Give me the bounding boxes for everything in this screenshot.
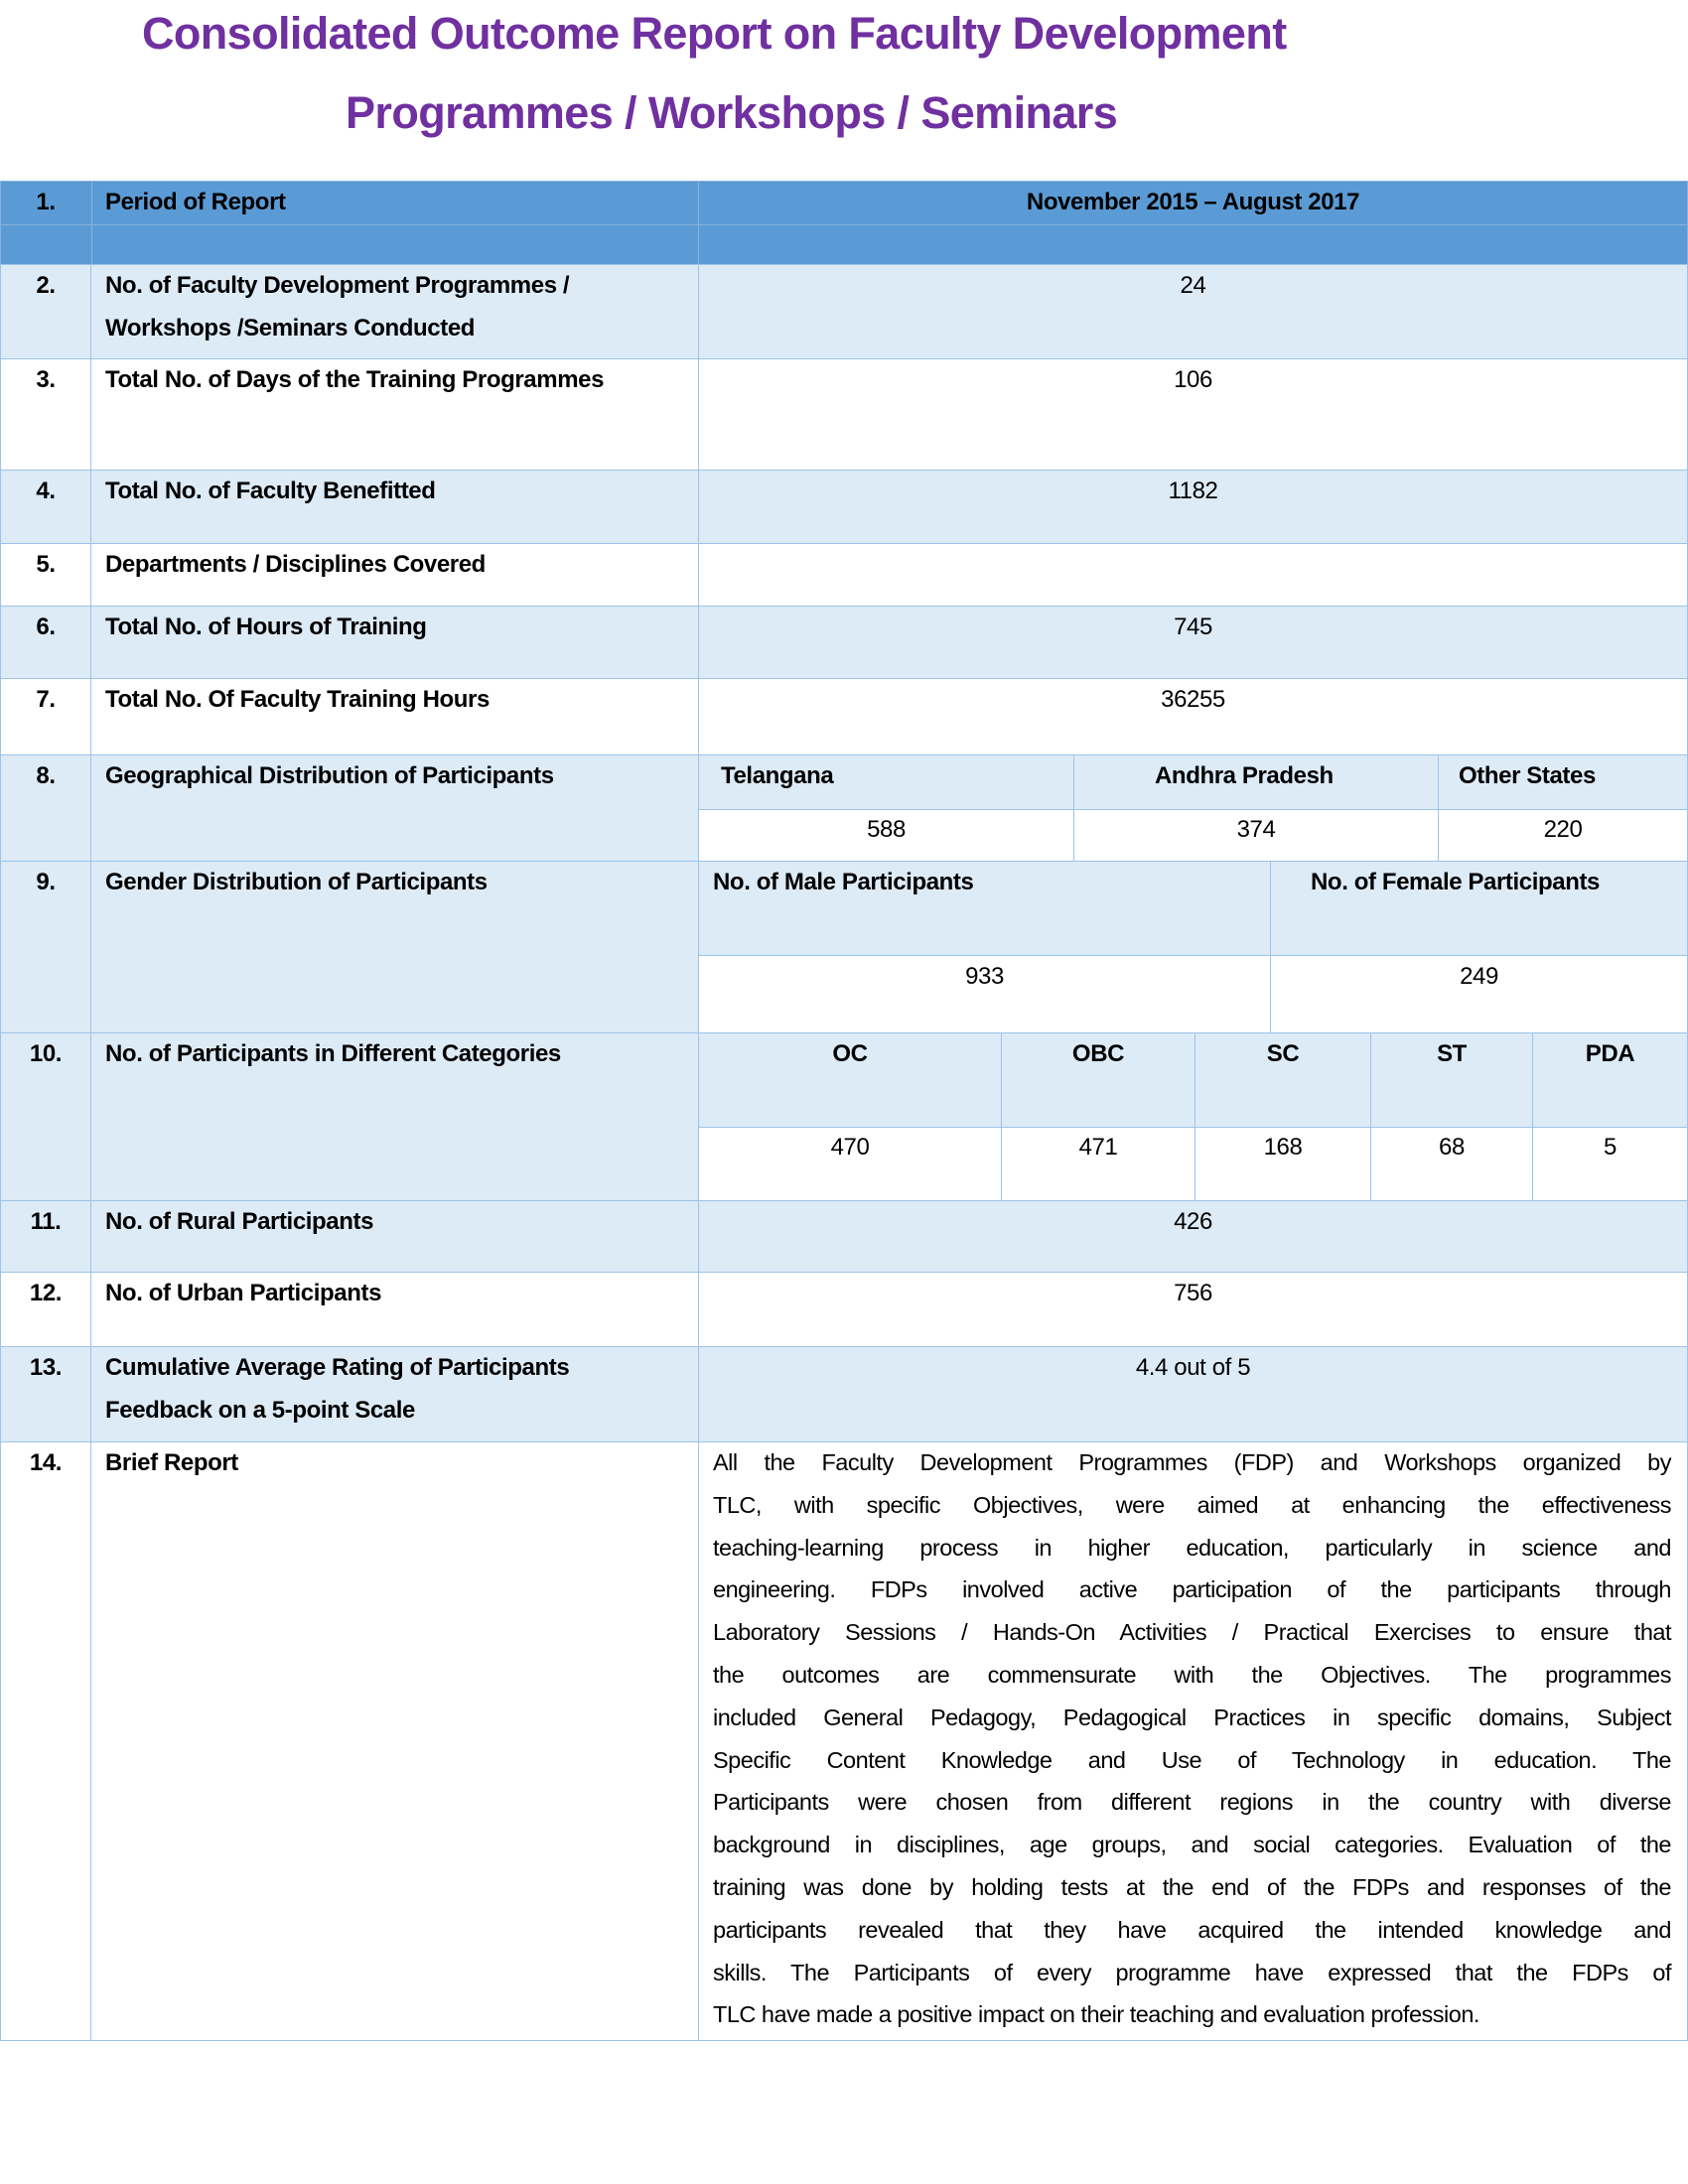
row-number: 6. [36, 614, 56, 640]
row-label-categories: No. of Participants in Different Categories [105, 1040, 561, 1067]
fdp-count-value: 24 [1180, 272, 1206, 299]
days-value: 106 [1174, 366, 1212, 393]
row-label-departments: Departments / Disciplines Covered [105, 551, 486, 578]
cat-col-obc: OBC [1071, 1040, 1125, 1067]
row-number: 3. [36, 366, 56, 393]
gender-col-male: No. of Male Participants [713, 869, 974, 895]
period-value: November 2015 – August 2017 [1026, 189, 1360, 215]
hours-value: 745 [1174, 614, 1212, 640]
row-label-rating: Cumulative Average Rating of Participants [105, 1354, 570, 1381]
row-number: 1. [36, 189, 56, 215]
value-cell [698, 543, 1688, 607]
row-label-rating-line2: Feedback on a 5-point Scale [105, 1397, 415, 1424]
row-label-gender: Gender Distribution of Participants [105, 869, 488, 895]
row-number: 10. [29, 1040, 63, 1067]
rural-value: 426 [1174, 1208, 1212, 1235]
row-label-days: Total No. of Days of the Training Programmes [105, 366, 605, 393]
title-line-1: Consolidated Outcome Report on Faculty Development [142, 8, 1287, 59]
row-label-fdp-count: No. of Faculty Development Programmes / [105, 272, 570, 299]
report-line: background in disciplines, age groups, and social categories. Evaluation of the [713, 1832, 1671, 1858]
report-line: included General Pedagogy, Pedagogical Practices in specific domains, Subject [713, 1704, 1671, 1730]
report-line: teaching-learning process in higher education, particularly in science and [713, 1534, 1671, 1561]
report-line: training was done by holding tests at the end of the FDPs and responses of the [713, 1873, 1671, 1900]
report-line: engineering. FDPs involved active participation of the participants through [713, 1576, 1671, 1603]
urban-value: 756 [1174, 1280, 1212, 1306]
row-number: 13. [29, 1354, 63, 1381]
row-number: 5. [36, 551, 56, 578]
brief-report-text [713, 1441, 1671, 2036]
row-number: 11. [30, 1208, 62, 1235]
row-label-hours: Total No. of Hours of Training [105, 614, 427, 640]
row-number: 12. [29, 1280, 63, 1306]
geo-value-telangana: 588 [867, 816, 906, 843]
geo-col-andhra: Andhra Pradesh [1155, 762, 1334, 789]
cat-col-st: ST [1437, 1040, 1467, 1067]
row-number: 14. [29, 1449, 63, 1476]
report-line: the outcomes are commensurate with the Objectives. The programmes [713, 1661, 1671, 1688]
geo-col-telangana: Telangana [721, 762, 834, 789]
label-cell [90, 1441, 699, 2041]
cat-value-pda: 5 [1604, 1134, 1617, 1160]
report-line: skills. The Participants of every programme have expressed that the FDPs of [713, 1959, 1671, 1985]
row-number: 8. [36, 762, 56, 789]
report-line: Participants were chosen from different regions in the country with diverse [713, 1789, 1671, 1816]
row-label-rural: No. of Rural Participants [105, 1208, 374, 1235]
cat-value-sc: 168 [1263, 1134, 1303, 1160]
geo-col-other: Other States [1459, 762, 1596, 789]
gender-col-female: No. of Female Participants [1311, 869, 1601, 895]
geo-value-other: 220 [1543, 816, 1583, 843]
gender-value-female: 249 [1460, 963, 1498, 990]
cat-value-obc: 471 [1078, 1134, 1118, 1160]
row-number: 4. [36, 478, 56, 504]
report-line: participants revealed that they have acquired the intended knowledge and [713, 1916, 1671, 1943]
row-label-faculty-benefitted: Total No. of Faculty Benefitted [105, 478, 436, 504]
row-label-faculty-hours: Total No. Of Faculty Training Hours [105, 686, 490, 713]
header-band-divider [0, 224, 1688, 225]
cat-col-oc: OC [832, 1040, 868, 1067]
rating-value: 4.4 out of 5 [1135, 1354, 1251, 1381]
faculty-benefitted-value: 1182 [1168, 478, 1218, 504]
gender-value-male: 933 [965, 963, 1004, 990]
row-label-fdp-count-line2: Workshops /Seminars Conducted [105, 315, 476, 341]
report-line: All the Faculty Development Programmes (FDP) and Workshops organized by [713, 1449, 1671, 1475]
row-label-urban: No. of Urban Participants [105, 1280, 382, 1306]
row-number: 7. [36, 686, 56, 713]
cat-col-pda: PDA [1585, 1040, 1635, 1067]
row-number: 9. [36, 869, 56, 895]
geo-value-andhra: 374 [1236, 816, 1276, 843]
header-divider [91, 181, 92, 265]
row-label-geo: Geographical Distribution of Participants [105, 762, 554, 789]
title-line-2: Programmes / Workshops / Seminars [346, 87, 1118, 138]
report-line: TLC, with specific Objectives, were aimed at enhancing the effectiveness [713, 1491, 1671, 1518]
row-label-brief-report: Brief Report [105, 1449, 238, 1476]
report-line: TLC have made a positive impact on their teaching and evaluation profession. [713, 2001, 1479, 2028]
cat-col-sc: SC [1266, 1040, 1300, 1067]
report-line: Specific Content Knowledge and Use of Technology in education. The [713, 1746, 1671, 1773]
cat-value-oc: 470 [830, 1134, 870, 1160]
faculty-hours-value: 36255 [1161, 686, 1225, 713]
row-number: 2. [36, 272, 56, 299]
table-row [0, 1441, 91, 2041]
row-label-period: Period of Report [105, 189, 286, 215]
cat-value-st: 68 [1439, 1134, 1465, 1160]
report-line: Laboratory Sessions / Hands-On Activities / Practical Exercises to ensure that [713, 1619, 1671, 1646]
